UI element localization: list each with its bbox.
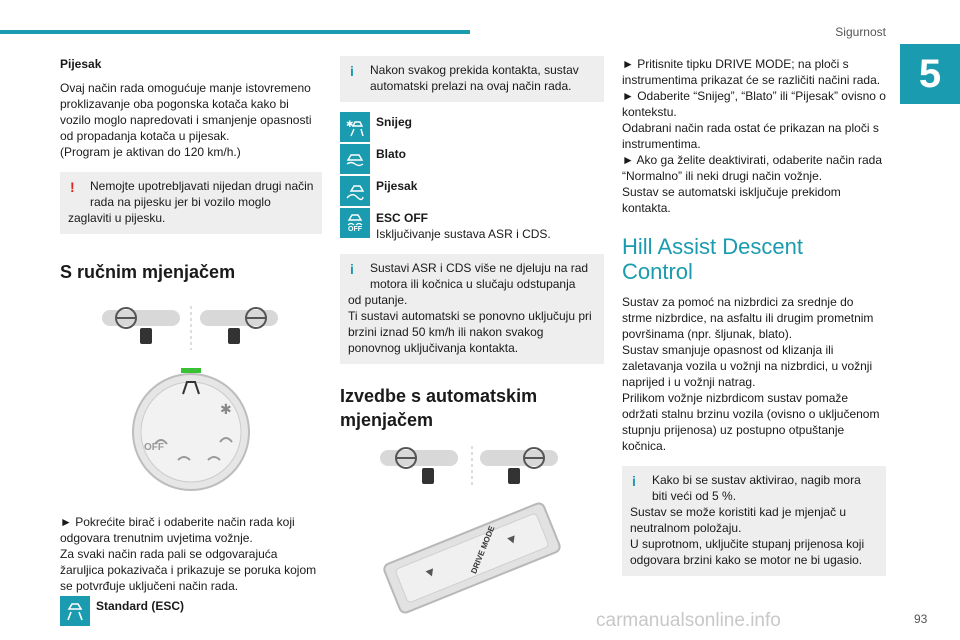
rotary-selector-illustration: [60, 364, 322, 494]
dashboard-illustration-auto: [340, 444, 604, 488]
steering-wheel-illustration: [60, 298, 322, 354]
mode-list: [340, 112, 604, 242]
column-middle: [340, 56, 604, 616]
warning-icon: !: [70, 179, 75, 195]
mode-esc-off-label: ESC OFF: [376, 211, 429, 225]
selector-confirmation: Za svaki način rada pali se odgovarajuća žaruljica pokazivača i prikazuje se poruka kojom se potvrđuje uključeni način rada.: [60, 547, 317, 593]
page-number: 93: [914, 612, 928, 626]
hill-assist-description: Sustav za pomoć na nizbrdici za srednje do strme nizbrdice, na asfaltu ili drugim prometnim površinama (npr. šljunak, blato).: [622, 295, 874, 341]
info-hill-assist-slope: Kako bi se sustav aktivirao, nagib mora biti veći od 5 %.: [652, 473, 861, 503]
automatic-gearbox-heading: Izvedbe s automatskim mjenjačem: [340, 386, 538, 430]
mode-mud: [340, 144, 604, 174]
info-icon: i: [350, 63, 354, 79]
selector-instructions: ► Pokrećite birač i odaberite način rada koji odgovara trenutnim uvjetima vožnje.: [60, 515, 295, 545]
column-left: [60, 56, 322, 628]
info-box-default-mode: [340, 56, 604, 102]
info-hill-assist-gear: U suprotnom, uključite stupanj prijenosa koji odgovara brzini kako se motor ne bi ugasio.: [630, 537, 865, 567]
mode-sand: [340, 176, 604, 206]
svg-text:✱: ✱: [346, 120, 354, 130]
drive-mode-button-label: DRIVE MODE: [469, 524, 497, 575]
sand-program-note: (Program je aktivan do 120 km/h.): [60, 145, 241, 159]
mode-snow-label: Snijeg: [376, 115, 413, 129]
drive-mode-step1: ► Pritisnite tipku DRIVE MODE; na ploči s instrumentima prikazat će se različiti načini rada.: [622, 57, 881, 87]
mode-mud-label: Blato: [376, 147, 406, 161]
warning-text: Nemojte upotrebljavati nijedan drugi način rada na pijesku jer bi vozilo moglo: [90, 179, 314, 209]
column-right: [622, 56, 886, 576]
standard-mode-label: Standard (ESC): [96, 599, 185, 613]
mode-standard: [60, 596, 322, 626]
info-icon: i: [632, 473, 636, 489]
esc-off-icon-text: OFF: [348, 225, 362, 233]
dial-off-label: OFF: [144, 442, 164, 453]
mode-sand-label: Pijesak: [376, 179, 418, 193]
section-title: Sigurnost: [835, 25, 886, 39]
info-asr-cds-text-cont: od putanje.: [348, 293, 408, 307]
info-box-hill-assist: [622, 466, 886, 576]
drive-mode-step4: ► Ako ga želite deaktivirati, odaberite način rada “Normalno” ili neki drugi način vožnje.: [622, 153, 883, 183]
esc-off-icon: [340, 208, 370, 238]
info-icon: i: [350, 261, 354, 277]
drive-mode-button-illustration: [340, 498, 604, 616]
rotary-dial: [60, 364, 322, 494]
warning-box: [60, 172, 322, 234]
manual-gearbox-heading: S ručnim mjenjačem: [60, 262, 236, 282]
hill-assist-heading-line2: Control: [622, 259, 693, 284]
header-accent-bar: [0, 30, 470, 34]
drive-mode-step2: ► Odaberite “Snijeg”, “Blato” ili “Pijesak” ovisno o kontekstu.: [622, 89, 886, 119]
standard-mode-icon: [60, 596, 90, 626]
svg-text:✱: ✱: [220, 402, 232, 418]
mode-snow: [340, 112, 604, 142]
drive-mode-step5: Sustav se automatski isključuje prekidom kontakta.: [622, 185, 841, 215]
snow-icon: [340, 112, 370, 142]
hill-assist-heading-line1: Hill Assist Descent: [622, 234, 803, 259]
info-asr-cds-text: Sustavi ASR i CDS više ne djeluju na rad motora ili kočnica u slučaju odstupanja: [370, 261, 589, 291]
info-box-asr-cds: [340, 254, 604, 364]
chapter-badge: 5: [900, 44, 960, 104]
sand-icon: [340, 176, 370, 206]
sand-heading: Pijesak: [60, 57, 102, 71]
dashboard-illustration: [60, 298, 322, 354]
mud-icon: [340, 144, 370, 174]
sand-description: Ovaj način rada omogućuje manje istovremeno proklizavanje oba pogonska kotača kako bi vozilo moglo napredovati i smanjenje opasnosti od propadanja kotača u pijesak.: [60, 81, 312, 143]
drive-mode-step3: Odabrani način rada ostat će prikazan na ploči s instrumentima.: [622, 121, 879, 151]
watermark: carmanualsonline.info: [596, 610, 781, 631]
warning-text-continued: zaglaviti u pijesku.: [68, 211, 166, 225]
info-hill-assist-neutral: Sustav se može koristiti kad je mjenjač u neutralnom položaju.: [630, 505, 847, 535]
steering-wheel-illustration-auto: [340, 444, 604, 488]
hill-assist-risk: Sustav smanjuje opasnost od klizanja ili zaletavanja vozila u vožnji na nizbrdici, u vožnji naprijed i u vožnji natrag.: [622, 343, 873, 389]
hill-assist-speed: Prilikom vožnje nizbrdicom sustav pomaže održati stalnu brzinu vozila (ovisno o uključenom stupnju prijenosa) uz postupno otpuštanje kočnica.: [622, 391, 880, 453]
mode-esc-off-desc: Isključivanje sustava ASR i CDS.: [376, 227, 551, 241]
info-asr-cds-reactivation: Ti sustavi automatski se ponovno uključuju pri brzini iznad 50 km/h ili nakon svakog ponovnog uključivanja kontakta.: [348, 309, 592, 355]
info-default-mode-text: Nakon svakog prekida kontakta, sustav automatski prelazi na ovaj način rada.: [370, 63, 579, 93]
mode-esc-off: [340, 208, 604, 242]
